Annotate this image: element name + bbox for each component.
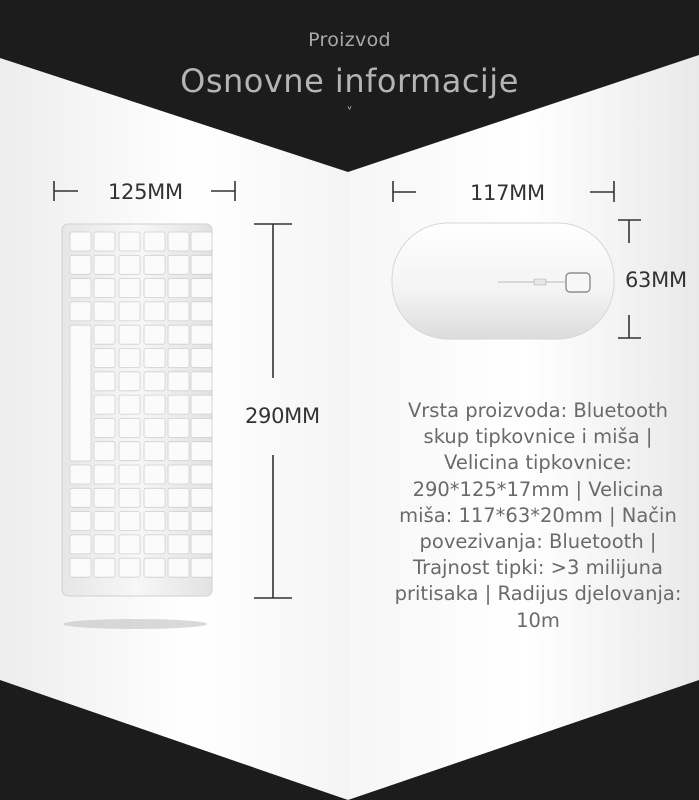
section-title: Osnovne informacije xyxy=(180,62,519,100)
mouse-height-label: 63MM xyxy=(625,268,687,292)
mouse-image xyxy=(388,220,618,345)
section-subtitle: Proizvod xyxy=(308,29,391,51)
chevron-down-icon: ˅ xyxy=(346,106,353,121)
mouse-width-label: 117MM xyxy=(470,181,545,205)
product-description: Vrsta proizvoda: Bluetooth skup tipkovnice i miša | Velicina tipkovnice: 290*125*17mm | Velicina miša: 117*63*20mm | Način povezivanja: Bluetooth | Trajnost tipki: >3 milijuna pritisaka | Radijus djelovanja: 10m xyxy=(394,399,682,632)
keyboard-height-label: 290MM xyxy=(245,404,320,428)
keyboard-width-label: 125MM xyxy=(108,180,183,204)
